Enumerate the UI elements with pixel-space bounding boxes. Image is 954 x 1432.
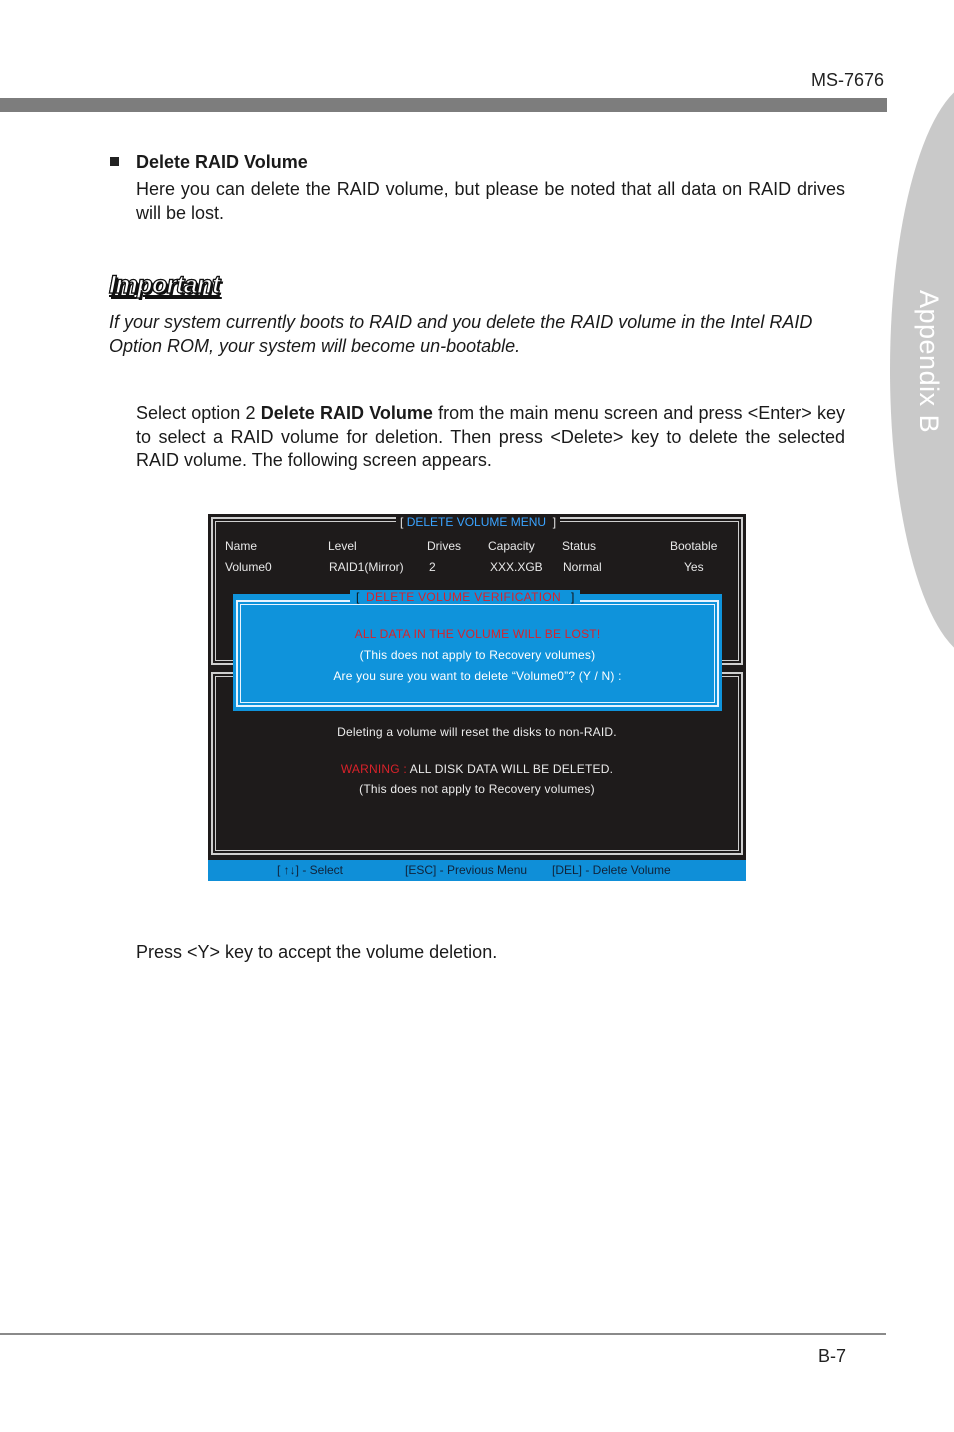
bullet-square-icon <box>110 151 120 161</box>
instruction-prefix: Select option 2 <box>136 403 261 423</box>
instruction-bold: Delete RAID Volume <box>260 403 433 423</box>
menu-title-text: DELETE VOLUME MENU <box>406 515 547 529</box>
volume-cell[interactable]: Volume0 <box>225 560 272 574</box>
column-header: Drives <box>427 539 462 553</box>
verification-dialog <box>233 590 722 711</box>
warning-note: (This does not apply to Recovery volumes) <box>359 782 595 796</box>
bracket-open: [ <box>356 590 360 604</box>
side-tab-label: Appendix B <box>914 290 944 434</box>
press-instruction: Press <Y> key to accept the volume deletion. <box>136 942 498 962</box>
bracket-close: ] <box>570 590 575 604</box>
volume-cell: XXX.XGB <box>490 560 543 574</box>
column-header: Bootable <box>670 539 718 553</box>
section-description: Here you can delete the RAID volume, but please be noted that all data on RAID drives will be lost. <box>136 179 845 223</box>
column-header: Level <box>328 539 357 553</box>
dialog-prompt[interactable]: Are you sure you want to delete “Volume0”? (Y / N) : <box>333 669 622 683</box>
dialog-warning: ALL DATA IN THE VOLUME WILL BE LOST! <box>354 627 601 641</box>
warning-label: WARNING : <box>340 762 410 776</box>
warning-text: ALL DISK DATA WILL BE DELETED. <box>409 762 614 776</box>
dialog-title <box>350 590 580 604</box>
reset-message: Deleting a volume will reset the disks to non-RAID. <box>337 725 617 739</box>
bracket-open: [ <box>400 515 404 529</box>
dialog-title-text: DELETE VOLUME VERIFICATION <box>366 590 561 604</box>
footer-rule <box>0 1333 886 1335</box>
volume-cell: Normal <box>563 560 602 574</box>
instruction-paragraph <box>136 402 845 473</box>
column-header: Status <box>562 539 597 553</box>
menu-title <box>396 515 560 529</box>
important-heading: Important <box>109 271 220 299</box>
important-text: If your system currently boots to RAID and you delete the RAID volume in the Intel RAID Option ROM, your system will become un-bootable. <box>109 312 813 356</box>
volume-cell: 2 <box>429 560 436 574</box>
page-number: B-7 <box>817 1346 846 1366</box>
bios-screenshot <box>208 514 746 881</box>
model-number: MS-7676 <box>810 70 884 90</box>
footer-select-hint: [ ↑↓] - Select <box>277 863 344 877</box>
footer-delete-hint: [DEL] - Delete Volume <box>552 863 671 877</box>
dialog-note: (This does not apply to Recovery volumes) <box>359 648 596 662</box>
column-header: Capacity <box>488 539 535 553</box>
instruction-suffix: from the main menu screen and press <Enter> key to select a RAID volume for deletion. Then press <Delete> key to delete the selected RAID volume. The following screen appears. <box>136 403 846 470</box>
volume-cell: RAID1(Mirror) <box>329 560 404 574</box>
volume-cell: Yes <box>684 560 704 574</box>
bracket-close: ] <box>552 515 557 529</box>
footer-esc-hint: [ESC] - Previous Menu <box>405 863 528 877</box>
header-bar <box>0 98 887 112</box>
warning-line <box>208 762 746 776</box>
column-header: Name <box>225 539 258 553</box>
section-title: Delete RAID Volume <box>136 152 308 172</box>
bios-footer <box>208 860 746 881</box>
